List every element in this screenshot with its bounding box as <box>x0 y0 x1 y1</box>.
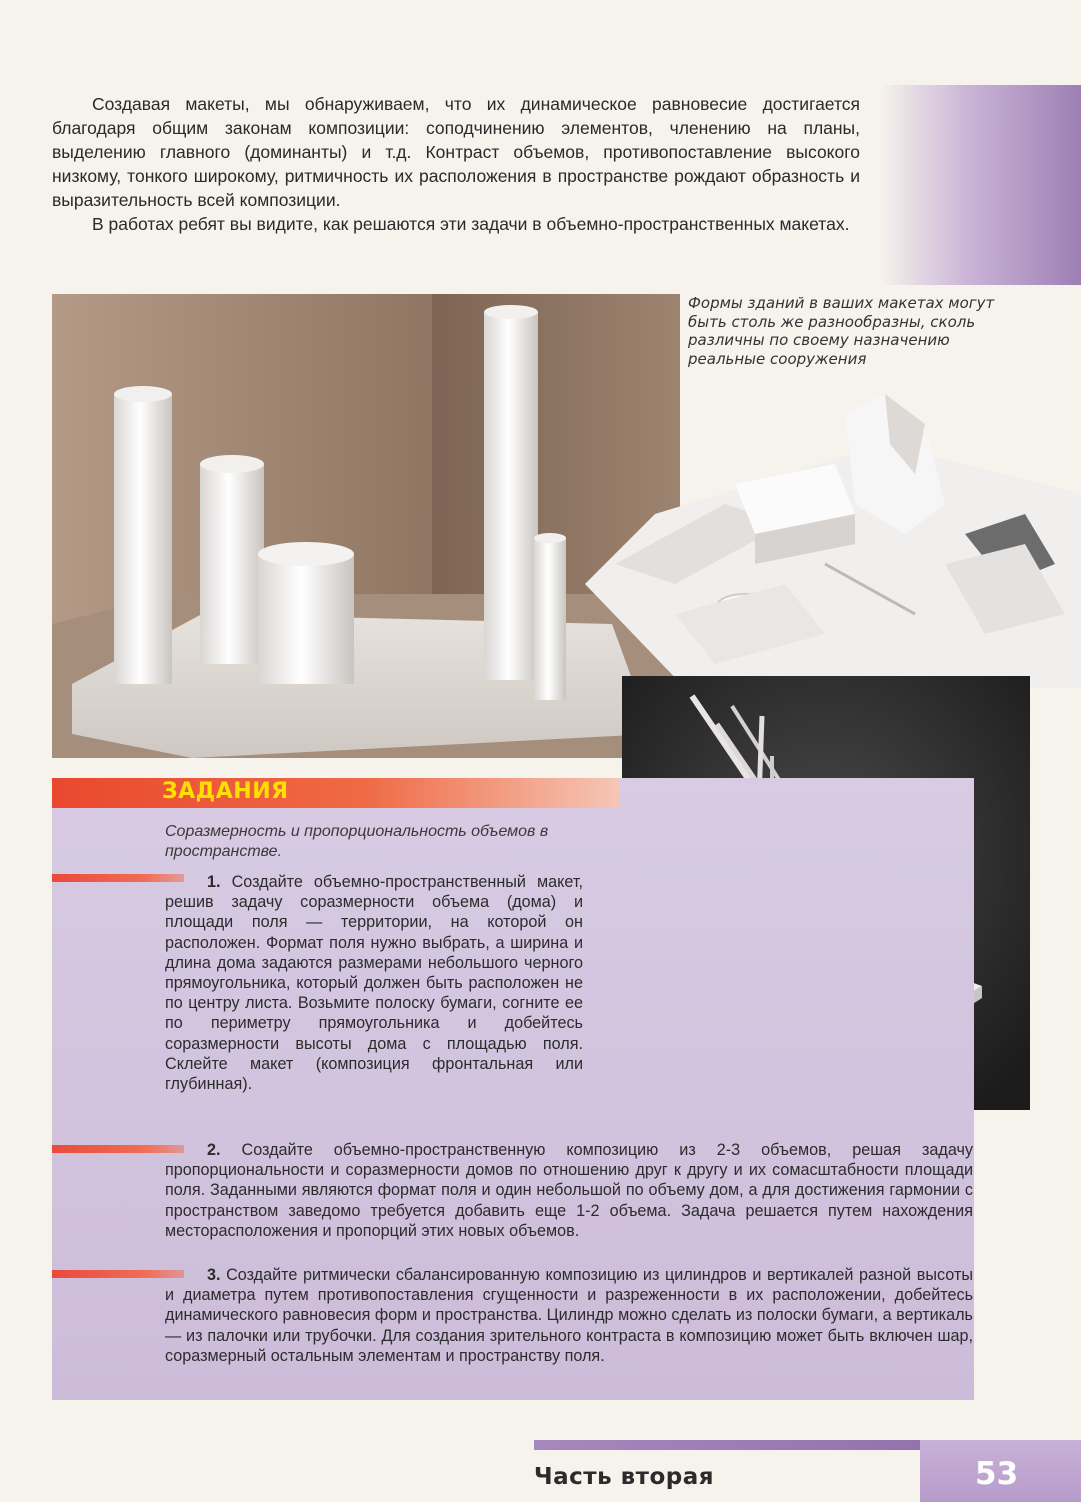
tasks-header-title: ЗАДАНИЯ <box>162 779 289 804</box>
task-1-text: Создайте объемно-пространственный макет, решив задачу соразмерности объема (дома) и площади поля — территории, на которой он расположен. Формат поля нужно выбрать, а ширина и длина дома задаются размерами небольшого черного прямоугольника, который должен быть расположен не по центру листа. Возьмите полоску бумаги, согните ее по периметру прямоугольника и добейтесь соразмерности высоты дома с площадью поля. Склейте макет (композиция фронтальная или глубинная). <box>165 873 583 1094</box>
photo-caption: Формы зданий в ваших макетах могут быть столь же разнообразны, сколь различны по своему назначению реальные сооружения <box>688 294 995 368</box>
task-3-text: Создайте ритмически сбалансированную композицию из цилиндров и вертикалей разной высоты и диаметра путем противопоставления сгущенности и разреженности в их расположении, добейтесь динамического равновесия форм и пространства. Цилиндр можно сделать из полоски бумаги, а вертикаль — из палочки или трубочки. Для создания зрительного контраста в композицию может быть включен шар, соразмерный остальным элементам и пространству поля. <box>165 1266 973 1365</box>
photo-paper-buildings-model <box>585 384 1081 688</box>
intro-paragraph-1: Создавая макеты, мы обнаруживаем, что их динамическое равновесие достигается благодаря общим законам композиции: соподчинению элементов, членению на планы, выделению главного (доминанты) и т.д. Контраст объемов, противопоставление высокого низкому, тонкого широкому, ритмичность их расположения в пространстве рождают образность и выразительность всей композиции. <box>52 94 860 210</box>
intro-paragraph-2: В работах ребят вы видите, как решаются эти задачи в объемно-пространственных макетах. <box>92 214 850 234</box>
tasks-subtitle: Соразмерность и пропорциональность объемов в пространстве. <box>165 823 549 860</box>
tasks-header <box>52 778 620 808</box>
page-number: 53 <box>975 1456 1019 1492</box>
task-3 <box>165 1265 973 1366</box>
task-2-number: 2. <box>207 1141 221 1159</box>
task-2 <box>165 1140 973 1241</box>
task-1-number: 1. <box>207 873 221 891</box>
task-2-text: Создайте объемно-пространственную композицию из 2-3 объемов, решая задачу пропорциональности и соразмерности домов по отношению друг к другу и их сомасштабности площади поля. Заданными являются формат поля и один небольшой по объему дом, а для достижения гармонии с пространством заведомо требуется добавить еще 1-2 объема. Задача решается путем нахождения месторасположения и пропорций этих новых объемов. <box>165 1141 973 1240</box>
task-3-number: 3. <box>207 1266 221 1284</box>
decorative-gradient-band <box>880 85 1081 285</box>
intro-text <box>52 92 860 236</box>
part-title: Часть вторая <box>534 1464 715 1490</box>
task-1 <box>165 872 583 1094</box>
